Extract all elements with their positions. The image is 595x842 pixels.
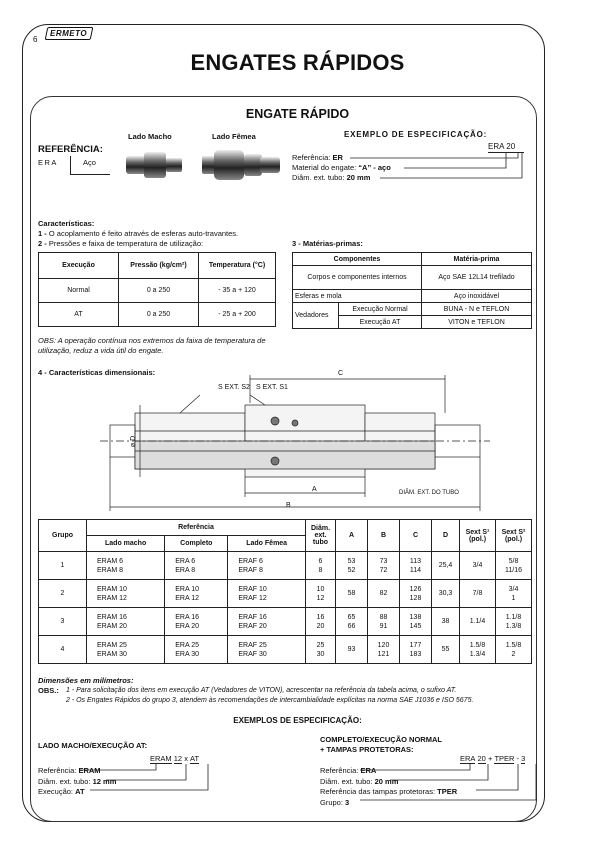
cell-s2: 3/4 1 [496, 580, 532, 608]
spec-line-material: Material do engate: “A” - aço [292, 163, 391, 172]
materials-table: Componentes Matéria-prima Corpos e componentes internos Aço SAE 12L14 trefilado Esferas e mola Aço inoxidável Vedadores Execução Normal BUNA - N e TEFLON Execução AT VITON e TEFLON [292, 252, 532, 329]
cell-s1: 1.1/4 [460, 608, 496, 636]
female-fitting-image [200, 144, 284, 184]
table-row: Esferas e mola Aço inoxidável [293, 290, 532, 303]
example-left-leaders [80, 760, 220, 800]
reference-code: ERA [38, 158, 58, 167]
cell-c: 138 145 [400, 608, 432, 636]
spec-line-diameter: Diâm. ext. tubo: 20 mm [292, 173, 371, 182]
label-dimension-b: B [286, 502, 291, 509]
spec-line-reference: Referência: ER [292, 153, 343, 162]
dimensions-table: Grupo Referência Diâm. ext. tubo A B C D Sext S¹ (pol.) Sext S² (pol.) Lado macho Completo Lado Fêmea 1 ERAM 6 ERAM 8 ERA 6 ERA 8 ERAF 6 ERAF 8 6 8 53 52 73 72 113 114 25,4 3/4 5/8 11/16 2 ERAM 10 ERAM 12 ERA 10 ERA 12 ERAF 10 ERAF 12 10 12 58 82 126 128 30,3 7/8 3/4 1 3 ERAM 16 ERAM 20 ERA 16 ERA 20 ERAF 16 ERAF 20 16 20 65 66 88 91 138 145 38 1.1/4 1.1/8 1.3/8 4 ERAM 25 ERAM 30 ERA 25 ERA 30 ERAF 25 ERAF 30 25 30 93 120 121 177 183 55 1.5/8 1.3/4 1.5/8 2 [38, 519, 532, 664]
obs-label: OBS.: [38, 686, 59, 695]
cell-macho: ERAM 10 ERAM 12 [87, 580, 165, 608]
cell-grupo: 1 [39, 552, 87, 580]
cell-b: 73 72 [368, 552, 400, 580]
example-left-code: ERAM 12 x AT [150, 754, 200, 763]
female-side-label: Lado Fêmea [212, 132, 256, 141]
cell-femea: ERAF 10 ERAF 12 [228, 580, 306, 608]
cell-diam: 6 8 [306, 552, 336, 580]
table-row: Execução AT VITON e TEFLON [293, 316, 532, 329]
cell-grupo: 3 [39, 608, 87, 636]
cell-d: 30,3 [432, 580, 460, 608]
example-right-lines: Referência: ERA Diâm. ext. tubo: 20 mm Referência das tampas protetoras: TPER Grupo: 3 [320, 766, 458, 807]
spec-example-title: EXEMPLO DE ESPECIFICAÇÃO: [344, 130, 488, 139]
section-title: ENGATE RÁPIDO [245, 107, 350, 121]
cell-completo: ERA 16 ERA 20 [165, 608, 228, 636]
cell-femea: ERAF 25 ERAF 30 [228, 636, 306, 664]
table-row: Vedadores Execução Normal BUNA - N e TEFLON [293, 303, 532, 316]
example-left-title: LADO MACHO/EXECUÇÃO AT: [38, 741, 148, 750]
reference-underline [70, 174, 110, 175]
cell-a: 65 66 [336, 608, 368, 636]
cell-completo: ERA 25 ERA 30 [165, 636, 228, 664]
cell-d: 55 [432, 636, 460, 664]
cell-b: 88 91 [368, 608, 400, 636]
note-2: 2 - Os Engates Rápidos do grupo 3, atendem às recomendações de intercambialidade explícitas na norma SAE J1036 e ISO 5675. [66, 697, 474, 704]
table-row [39, 608, 532, 636]
example-right-code: ERA 20 + TPER - 3 [460, 754, 526, 763]
materials-title: 3 - Matérias-primas: [292, 239, 363, 248]
cell-grupo: 4 [39, 636, 87, 664]
dimensional-title: 4 - Características dimensionais: [38, 368, 156, 377]
cell-completo: ERA 10 ERA 12 [165, 580, 228, 608]
cell-diam: 10 12 [306, 580, 336, 608]
cell-femea: ERAF 6 ERAF 8 [228, 552, 306, 580]
example-right-title: COMPLETO/EXECUÇÃO NORMAL + TAMPAS PROTETORAS: [320, 735, 442, 754]
cell-b: 82 [368, 580, 400, 608]
cell-s2: 1.5/8 2 [496, 636, 532, 664]
pressure-header-execution: Execução [39, 253, 119, 279]
characteristic-item-2: 2 - Pressões e faixa de temperatura de utilização: [38, 239, 204, 248]
cell-a: 53 52 [336, 552, 368, 580]
cell-completo: ERA 6 ERA 8 [165, 552, 228, 580]
cell-a: 93 [336, 636, 368, 664]
cell-a: 58 [336, 580, 368, 608]
cell-diam: 16 20 [306, 608, 336, 636]
table-row: AT 0 a 250 - 25 a + 200 [39, 303, 276, 327]
example-right-leaders [360, 760, 540, 810]
cell-s1: 3/4 [460, 552, 496, 580]
cell-macho: ERAM 25 ERAM 30 [87, 636, 165, 664]
spec-example-code: ERA 20 [488, 142, 516, 151]
label-tube-diameter: DIÂM. EXT. DO TUBO [399, 490, 459, 496]
obs-temperature: OBS: A operação contínua nos extremos da faixa de temperatura de utilização, reduz a vida útil do engate. [38, 336, 266, 355]
label-dimension-d: ø D [130, 435, 138, 448]
page-number: 6 [33, 35, 38, 44]
characteristics-block [38, 219, 238, 249]
cell-femea: ERAF 16 ERAF 20 [228, 608, 306, 636]
cell-grupo: 2 [39, 580, 87, 608]
male-side-label: Lado Macho [128, 132, 172, 141]
examples-title: EXEMPLOS DE ESPECIFICAÇÃO: [233, 716, 362, 725]
cell-macho: ERAM 6 ERAM 8 [87, 552, 165, 580]
reference-material: Aço [83, 158, 96, 167]
cell-s1: 1.5/8 1.3/4 [460, 636, 496, 664]
label-sext-s1: S EXT. S1 [256, 384, 288, 391]
table-row [39, 552, 532, 580]
cell-s2: 1.1/8 1.3/8 [496, 608, 532, 636]
cell-c: 126 128 [400, 580, 432, 608]
table-row [39, 580, 532, 608]
page-title: ENGATES RÁPIDOS [190, 50, 405, 75]
cell-s1: 7/8 [460, 580, 496, 608]
label-dimension-c: C [338, 370, 344, 377]
dims-unit-note: Dimensões em milímetros: [38, 676, 134, 685]
reference-label: REFERÊNCIA: [38, 144, 103, 155]
table-row [39, 636, 532, 664]
cell-b: 120 121 [368, 636, 400, 664]
ermeto-logo: ERMETO [45, 27, 94, 40]
label-sext-s2: S EXT. S2 [218, 384, 250, 391]
label-dimension-a: A [312, 486, 317, 493]
reference-divider [70, 156, 71, 174]
note-1: 1 - Para solicitação dos itens em execução AT (Vedadores de VITON), acrescentar na referência da tabela acima, o sufixo AT. [66, 687, 457, 694]
table-row: Normal 0 a 250 - 35 a + 120 [39, 279, 276, 303]
cell-c: 113 114 [400, 552, 432, 580]
pressure-header-pressure: Pressão (kg/cm²) [119, 253, 199, 279]
table-row: Corpos e componentes internos Aço SAE 12L14 trefilado [293, 266, 532, 290]
cell-c: 177 183 [400, 636, 432, 664]
cell-diam: 25 30 [306, 636, 336, 664]
cell-macho: ERAM 16 ERAM 20 [87, 608, 165, 636]
male-fitting-image [124, 144, 186, 184]
spec-example-lines [292, 153, 391, 183]
pressure-header-temperature: Temperatura (°C) [199, 253, 276, 279]
characteristic-item-1: 1 - O acoplamento é feito através de esferas auto-travantes. [38, 229, 239, 238]
cell-d: 25,4 [432, 552, 460, 580]
example-left-lines: Referência: ERAM Diâm. ext. tubo: 12 mm Execução: AT [38, 766, 117, 796]
pressure-table [38, 252, 276, 327]
cell-d: 38 [432, 608, 460, 636]
characteristics-title: Características: [38, 219, 95, 228]
cell-s2: 5/8 11/16 [496, 552, 532, 580]
